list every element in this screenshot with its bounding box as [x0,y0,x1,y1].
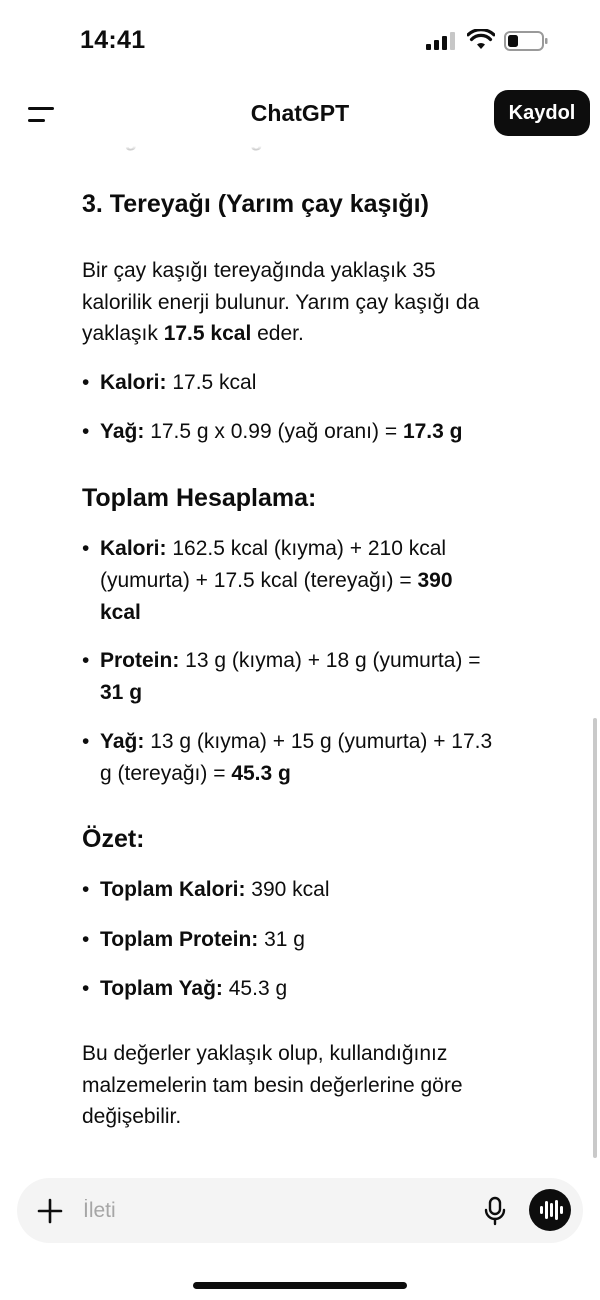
header-fade [0,146,600,164]
bullet-dot: • [82,730,90,753]
section-title-butter: 3. Tereyağı (Yarım çay kaşığı) [82,190,429,218]
home-indicator[interactable] [193,1282,407,1289]
bullet-dot: • [82,420,90,443]
list-item: • Yağ: 17.5 g x 0.99 (yağ oranı) = 17.3 g [82,416,562,448]
voice-mode-icon [529,1189,571,1231]
butter-paragraph: Bir çay kaşığı tereyağında yaklaşık 35 kalorilik enerji bulunur. Yarım çay kaşığı da yaklaşık 17.5 kcal eder. [82,259,480,345]
voice-mode-button[interactable] [529,1189,571,1231]
app-title: ChatGPT [250,100,350,126]
list-item: • Toplam Protein: 31 g [82,924,562,956]
scrollbar[interactable] [593,718,597,1158]
bullet-dot: • [82,977,90,1000]
status-bar [0,0,600,80]
bullet-dot: • [82,649,90,672]
message-input[interactable] [81,1190,465,1232]
list-item: • Kalori: 162.5 kcal (kıyma) + 210 kcal (yumurta) + 17.5 kcal (tereyağı) = 390 kcal [82,533,562,629]
top-app-bar [0,82,600,146]
message-composer [17,1178,583,1243]
list-item: • Toplam Kalori: 390 kcal [82,874,562,906]
section-title-total: Toplam Hesaplama: [82,484,317,512]
list-item: • Protein: 13 g (kıyma) + 18 g (yumurta) = 31 g [82,645,562,709]
closing-paragraph: Bu değerler yaklaşık olup, kullandığınız malzemelerin tam besin değerlerine göre değişebilir. [82,1042,463,1128]
list-item: • Yağ: 13 g (kıyma) + 15 g (yumurta) + 17.3 g (tereyağı) = 45.3 g [82,726,562,790]
plus-icon[interactable] [37,1198,63,1224]
mic-icon[interactable] [483,1196,507,1226]
bullet-dot: • [82,371,90,394]
battery-icon [504,31,548,51]
wifi-icon [467,29,495,51]
bullet-dot: • [82,928,90,951]
cellular-signal-icon [426,32,456,50]
bullet-dot: • [82,537,90,560]
list-item: • Toplam Yağ: 45.3 g [82,973,562,1005]
bullet-dot: • [82,878,90,901]
section-title-summary: Özet: [82,825,145,853]
signup-button[interactable]: Kaydol [494,90,590,136]
status-time: 14:41 [80,26,146,54]
list-item: • Kalori: 17.5 kcal [82,367,562,399]
